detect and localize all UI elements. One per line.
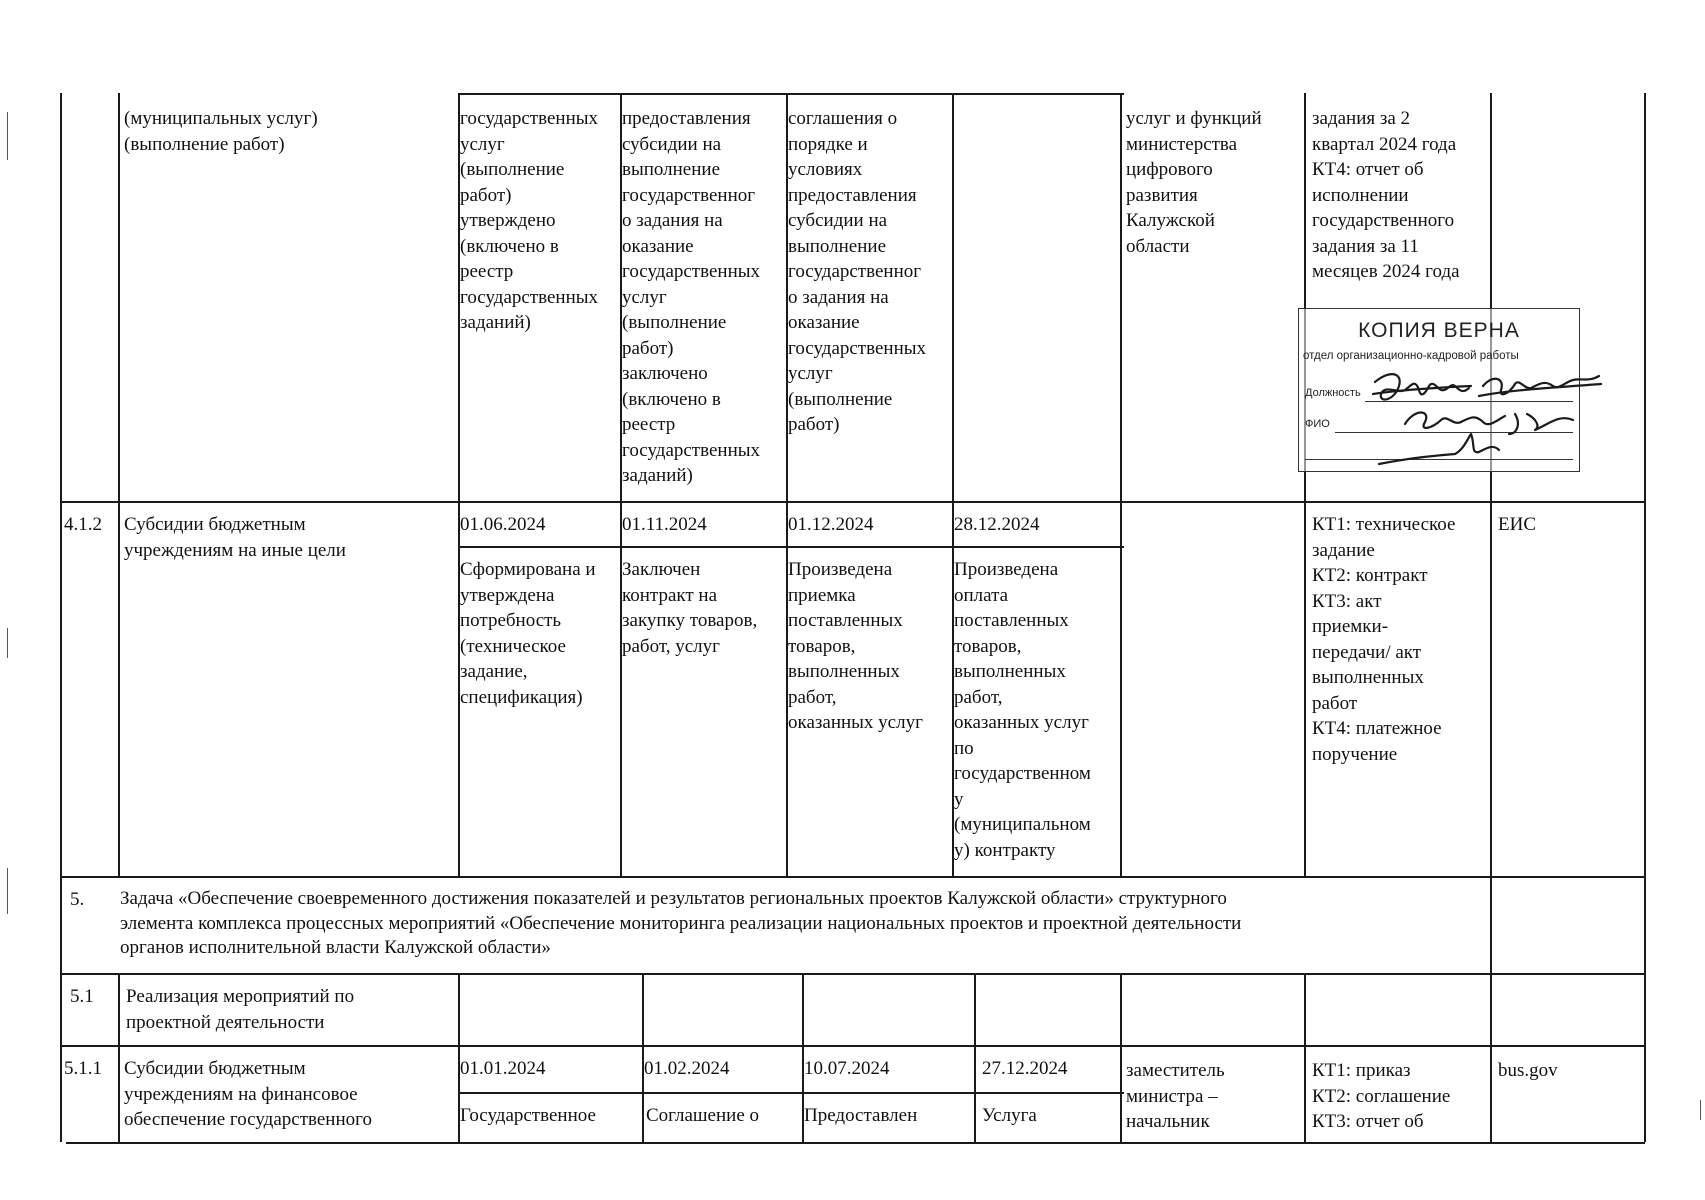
handwritten-signature xyxy=(1359,364,1609,474)
row-name-5-1-1: Субсидии бюджетным учреждениям на финансовое обеспечение государственного xyxy=(124,1058,372,1130)
task-5-text: Задача «Обеспечение своевременного достижения показателей и результатов региональных проектов Калужской области» структурного элемента комплекса процессных мероприятий «Обеспечение мониторинга реализации национальных проектов и проектной деятельности органов исполнительной власти Калужской области» xyxy=(120,888,1242,958)
date-4-4-1-2: 28.12.2024 xyxy=(954,514,1040,535)
copy-certified-stamp xyxy=(1298,308,1580,472)
date-1-4-1-2: 01.06.2024 xyxy=(460,514,546,535)
scan-mark xyxy=(7,112,8,160)
cell-c1-cont: государственных услуг (выполнение работ) утверждено (включено в реестр государственных заданий) xyxy=(460,108,599,333)
date-2-4-1-2: 01.11.2024 xyxy=(622,514,707,535)
row-number-5-1-1: 5.1.1 xyxy=(64,1058,102,1079)
cell-c3-cont: соглашения о порядке и условиях предоставления субсидии на выполнение государственног о задания на оказание государственных услуг (выполнение работ) xyxy=(788,108,927,435)
event-3-4-1-2: Произведена приемка поставленных товаров, выполненных работ, оказанных услуг xyxy=(788,559,923,733)
event-3-5-1-1: Предоставлен xyxy=(804,1105,918,1126)
stamp-title: КОПИЯ ВЕРНА xyxy=(1358,319,1520,342)
event-4-5-1-1: Услуга xyxy=(982,1105,1037,1126)
stamp-name-label: ФИО xyxy=(1305,418,1330,430)
row-name-4-1-2: Субсидии бюджетным учреждениям на иные цели xyxy=(124,514,346,561)
responsible-5-1-1: заместитель министра – начальник xyxy=(1126,1060,1225,1132)
date-1-5-1-1: 01.01.2024 xyxy=(460,1058,546,1079)
scan-mark xyxy=(7,868,8,914)
date-3-4-1-2: 01.12.2024 xyxy=(788,514,874,535)
docs-4-1-2: КТ1: техническое задание КТ2: контракт КТ3: акт приемки- передачи/ акт выполненных работ КТ4: платежное поручение xyxy=(1312,514,1456,765)
cell-name-cont: (муниципальных услуг) (выполнение работ) xyxy=(124,108,318,155)
date-4-5-1-1: 27.12.2024 xyxy=(982,1058,1068,1079)
event-2-5-1-1: Соглашение о xyxy=(646,1105,759,1126)
scan-mark xyxy=(7,628,8,658)
row-number-5: 5. xyxy=(70,889,85,910)
stamp-position-label: Должность xyxy=(1305,387,1361,399)
row-name-5-1: Реализация мероприятий по проектной деятельности xyxy=(126,986,355,1033)
event-2-4-1-2: Заключен контракт на закупку товаров, работ, услуг xyxy=(622,559,758,657)
row-number-5-1: 5.1 xyxy=(70,986,94,1007)
docs-5-1-1: КТ1: приказ КТ2: соглашение КТ3: отчет об xyxy=(1312,1060,1451,1132)
system-4-1-2: ЕИС xyxy=(1498,514,1536,535)
event-1-4-1-2: Сформирована и утверждена потребность (техническое задание, спецификация) xyxy=(460,559,596,708)
date-2-5-1-1: 01.02.2024 xyxy=(644,1058,730,1079)
event-1-5-1-1: Государственное xyxy=(460,1105,596,1126)
cell-resp-cont: услуг и функций министерства цифрового развития Калужской области xyxy=(1126,108,1262,257)
stamp-department: отдел организационно-кадровой работы xyxy=(1303,350,1519,362)
system-5-1-1: bus.gov xyxy=(1498,1060,1558,1081)
cell-docs-cont: задания за 2 квартал 2024 года КТ4: отчет об исполнении государственного задания за 11 месяцев 2024 года xyxy=(1312,108,1460,282)
date-3-5-1-1: 10.07.2024 xyxy=(804,1058,890,1079)
cell-c2-cont: предоставления субсидии на выполнение государственног о задания на оказание государственных услуг (выполнение работ) заключено (включено в реестр государственных заданий) xyxy=(622,108,761,486)
event-4-4-1-2: Произведена оплата поставленных товаров, выполненных работ, оказанных услуг по государственном у (муниципальном у) контракту xyxy=(954,559,1091,861)
scan-mark xyxy=(1700,1100,1701,1120)
row-number-4-1-2: 4.1.2 xyxy=(64,514,102,535)
